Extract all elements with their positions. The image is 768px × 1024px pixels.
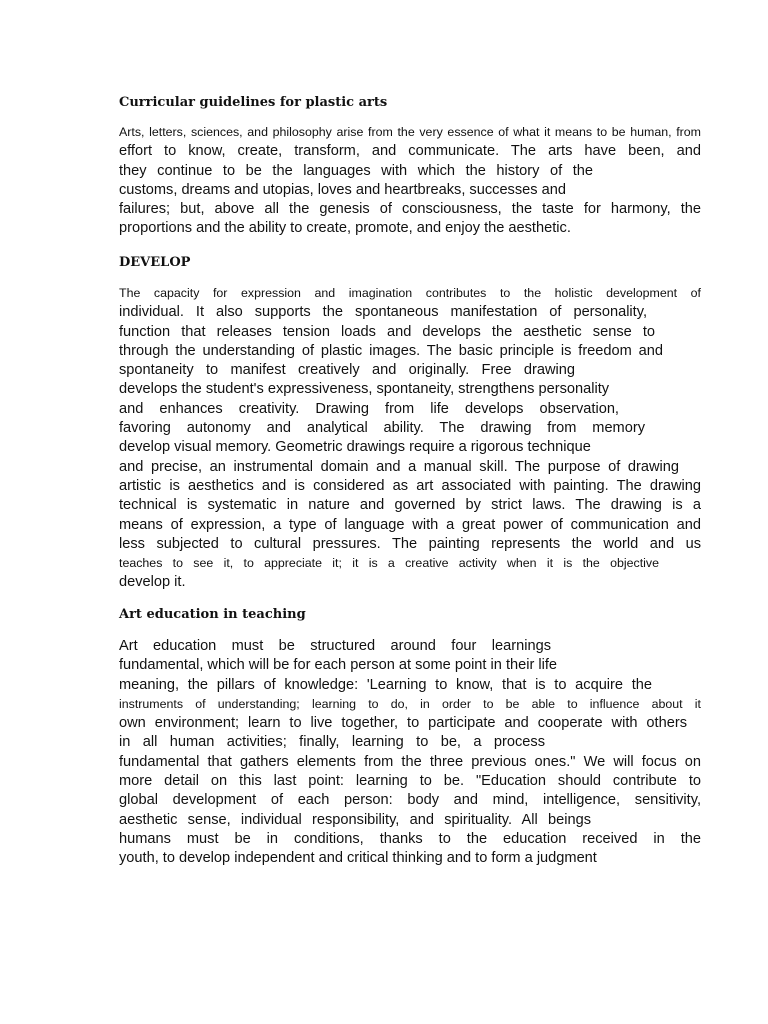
- text-line: fundamental, which will be for each person at some point in their life: [119, 657, 558, 674]
- text-line: instruments of understanding; learning to do, in order to be able to influence about it: [119, 696, 701, 711]
- text-line: Art education must be structured around four learnings: [119, 638, 551, 654]
- text-line: and enhances creativity. Drawing from life develops observation,: [119, 400, 619, 417]
- text-line: individual. It also supports the spontaneous manifestation of personality,: [119, 304, 647, 321]
- text-line: proportions and the ability to create, promote, and enjoy the aesthetic.: [119, 220, 571, 237]
- text-line: more detail on this last point: learning to be. "Education should contribute to: [119, 773, 701, 790]
- section-heading-develop: DEVELOP: [119, 255, 191, 270]
- text-line: global development of each person: body and mind, intelligence, sensitivity,: [119, 792, 701, 809]
- text-line: in all human activities; finally, learning to be, a process: [119, 734, 545, 751]
- paragraph-art-education: [119, 637, 701, 869]
- text-line: develops the student's expressiveness, spontaneity, strengthens personality: [119, 381, 610, 398]
- text-line: youth, to develop independent and critical thinking and to form a judgment: [119, 850, 597, 867]
- text-line: teaches to see it, to appreciate it; it is a creative activity when it is the objective: [119, 556, 659, 571]
- text-line: artistic is aesthetics and is considered as art associated with painting. The drawing: [119, 477, 701, 494]
- text-line: humans must be in conditions, thanks to the education received in the: [119, 830, 701, 847]
- text-line: develop visual memory. Geometric drawings require a rigorous technique: [119, 439, 591, 456]
- text-line: aesthetic sense, individual responsibility, and spirituality. All beings: [119, 811, 591, 828]
- paragraph-curricular-guidelines: [119, 123, 701, 239]
- text-line: means of expression, a type of language with a great power of communication and: [119, 516, 701, 533]
- text-line: meaning, the pillars of knowledge: 'Learning to know, that is to acquire the: [119, 676, 652, 693]
- section-heading-curricular-guidelines: Curricular guidelines for plastic arts: [119, 95, 388, 110]
- text-line: spontaneity to manifest creatively and originally. Free drawing: [119, 362, 575, 379]
- text-line: and precise, an instrumental domain and a manual skill. The purpose of drawing: [119, 458, 679, 475]
- text-line: Arts, letters, sciences, and philosophy arise from the very essence of what it means to be human, from: [119, 125, 701, 139]
- text-line: less subjected to cultural pressures. The painting represents the world and us: [119, 535, 701, 552]
- text-line: technical is systematic in nature and governed by strict laws. The drawing is a: [119, 497, 701, 514]
- text-line: favoring autonomy and analytical ability. The drawing from memory: [119, 420, 645, 437]
- text-line: function that releases tension loads and develops the aesthetic sense to: [119, 323, 655, 340]
- paragraph-develop: [119, 284, 701, 593]
- text-line: effort to know, create, transform, and communicate. The arts have been, and: [119, 143, 701, 160]
- text-line: they continue to be the languages with which the history of the: [119, 162, 593, 179]
- text-line: fundamental that gathers elements from the three previous ones." We will focus on: [119, 753, 701, 770]
- text-line: The capacity for expression and imagination contributes to the holistic development of: [119, 286, 701, 300]
- text-line: through the understanding of plastic images. The basic principle is freedom and: [119, 342, 663, 359]
- text-line: failures; but, above all the genesis of consciousness, the taste for harmony, the: [119, 201, 701, 218]
- section-heading-art-education: Art education in teaching: [119, 607, 306, 622]
- text-line: develop it.: [119, 574, 186, 591]
- text-line: own environment; learn to live together, to participate and cooperate with others: [119, 715, 687, 732]
- text-line: customs, dreams and utopias, loves and heartbreaks, successes and: [119, 181, 566, 198]
